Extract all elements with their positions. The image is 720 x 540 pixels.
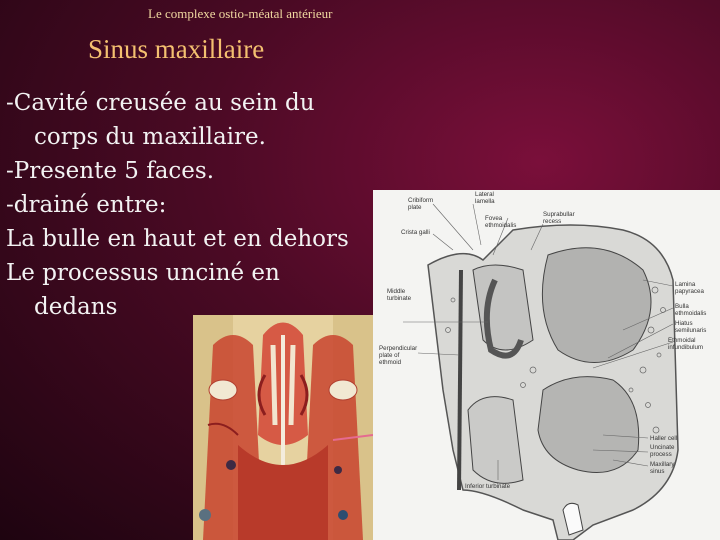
slide-header: Le complexe ostio-méatal antérieur [148, 6, 333, 21]
slide-body [6, 86, 386, 324]
label-ethmoidal-infundibulum: Ethmoidal infundibulum [668, 337, 704, 351]
body-line: corps du maxillaire. [34, 124, 266, 150]
body-line: -Presente 5 faces. [6, 158, 215, 184]
anatomy-photo-illustration [193, 315, 373, 540]
label-uncinate-process: Uncinate process [650, 444, 675, 458]
label-haller-cell: Haller cell [650, 435, 678, 442]
body-line: La bulle en haut et en dehors [6, 226, 349, 252]
label-maxillary-sinus: Maxillary sinus [650, 461, 675, 475]
label-lateral-lamella: Lateral lamella [475, 191, 495, 205]
body-line: -drainé entre: [6, 192, 167, 218]
body-line: -Cavité creusée au sein du [6, 90, 315, 116]
sinus-diagram-drawing [373, 190, 720, 540]
label-suprabullar-recess: Suprabullar recess [543, 211, 575, 225]
body-line: Le processus unciné en [6, 260, 280, 286]
label-middle-turbinate: Middle turbinate [387, 288, 412, 302]
label-perpendicular-plate: Perpendicular plate of ethmoid [379, 345, 418, 366]
label-bulla-ethmoidalis: Bulla ethmoidalis [675, 303, 707, 317]
label-hiatus-semilunaris: Hiatus semilunaris [675, 320, 707, 334]
label-lamina-papyracea: Lamina papyracea [675, 281, 704, 295]
sinus-diagram [373, 190, 720, 540]
label-inferior-turbinate: Inferior turbinate [465, 483, 511, 490]
slide-title: Sinus maxillaire [88, 34, 265, 64]
body-line: dedans [34, 294, 118, 320]
label-fovea-ethmoidalis: Fovea ethmoidalis [485, 215, 517, 229]
label-crista-galli: Crista galli [401, 229, 430, 236]
anatomy-photo [193, 315, 373, 540]
label-cribriform-plate: Cribiform plate [408, 197, 434, 211]
